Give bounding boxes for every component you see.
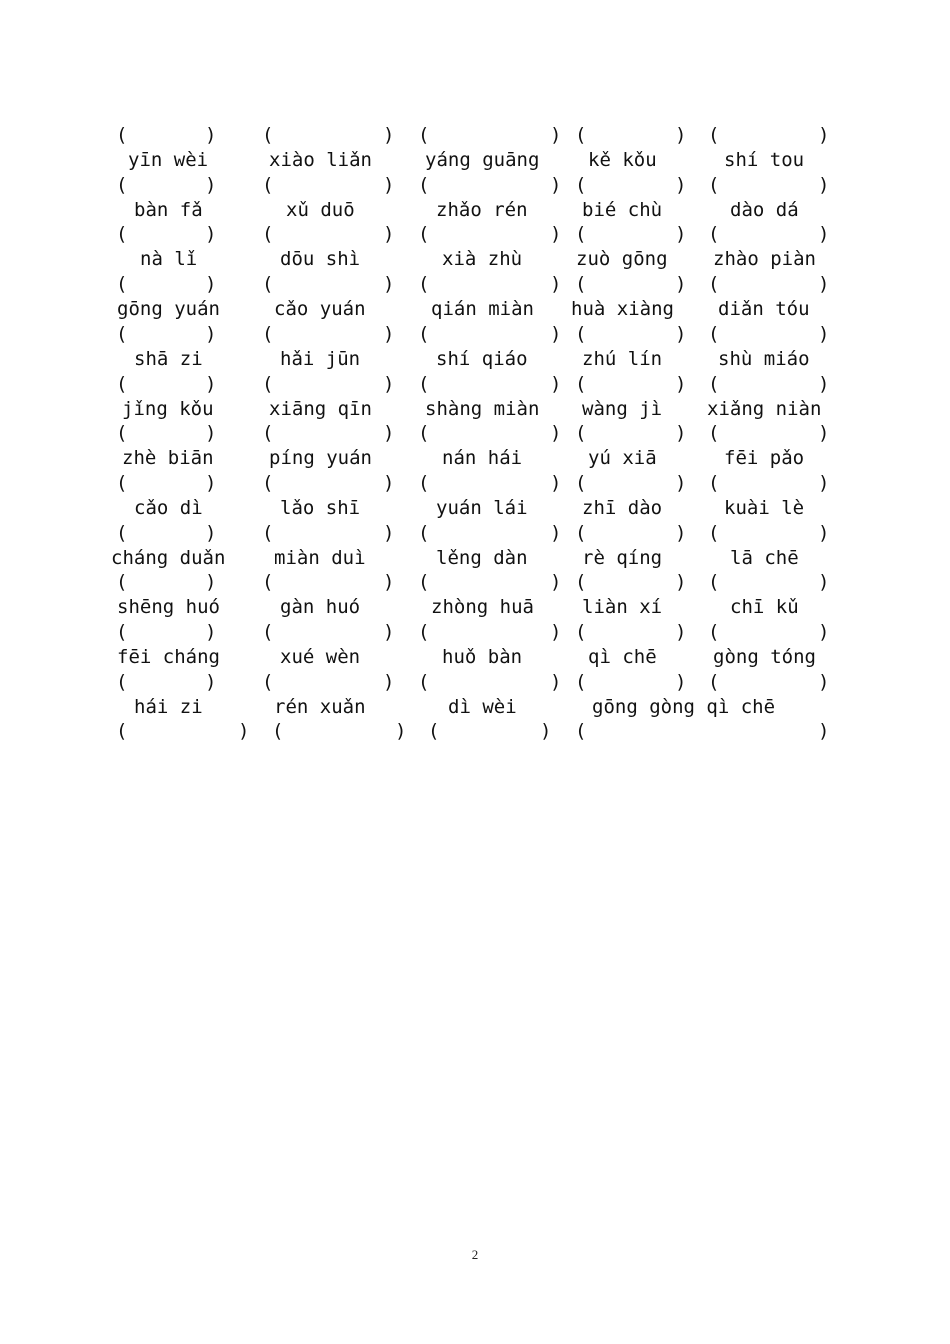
open-bracket: (: [418, 422, 430, 444]
close-bracket: ): [818, 422, 830, 444]
pinyin-word: gōng gòng qì chē: [592, 696, 776, 718]
pinyin-word: cǎo yuán: [274, 298, 366, 320]
open-bracket: (: [116, 124, 128, 146]
answer-bracket-row: [0, 720, 950, 744]
close-bracket: ): [550, 124, 562, 146]
open-bracket: (: [708, 273, 720, 295]
close-bracket: ): [675, 124, 687, 146]
open-bracket: (: [418, 571, 430, 593]
pinyin-word: kě kǒu: [588, 149, 657, 171]
open-bracket: (: [708, 621, 720, 643]
answer-bracket-row: [0, 223, 950, 247]
close-bracket: ): [550, 174, 562, 196]
pinyin-word: lā chē: [730, 547, 799, 569]
open-bracket: (: [116, 174, 128, 196]
pinyin-word: gòng tóng: [713, 646, 816, 668]
open-bracket: (: [418, 621, 430, 643]
open-bracket: (: [262, 124, 274, 146]
close-bracket: ): [675, 273, 687, 295]
pinyin-word: chī kǔ: [730, 596, 799, 618]
close-bracket: ): [205, 373, 217, 395]
pinyin-word: bié chù: [582, 199, 663, 221]
close-bracket: ): [818, 323, 830, 345]
pinyin-row: [0, 447, 950, 471]
close-bracket: ): [675, 621, 687, 643]
open-bracket: (: [116, 571, 128, 593]
pinyin-row: [0, 646, 950, 670]
open-bracket: (: [575, 373, 587, 395]
close-bracket: ): [205, 422, 217, 444]
open-bracket: (: [575, 472, 587, 494]
close-bracket: ): [550, 671, 562, 693]
pinyin-word: gōng yuán: [117, 298, 220, 320]
close-bracket: ): [675, 373, 687, 395]
open-bracket: (: [418, 522, 430, 544]
pinyin-word: yú xiā: [588, 447, 657, 469]
pinyin-word: nán hái: [442, 447, 523, 469]
pinyin-word: diǎn tóu: [718, 298, 810, 320]
pinyin-word: lǎo shī: [280, 497, 361, 519]
answer-bracket-row: [0, 323, 950, 347]
open-bracket: (: [575, 671, 587, 693]
open-bracket: (: [418, 323, 430, 345]
close-bracket: ): [205, 671, 217, 693]
pinyin-row: [0, 149, 950, 173]
close-bracket: ): [383, 223, 395, 245]
open-bracket: (: [116, 720, 128, 742]
page-number: 2: [471, 1247, 479, 1262]
close-bracket: ): [383, 671, 395, 693]
open-bracket: (: [708, 373, 720, 395]
close-bracket: ): [383, 124, 395, 146]
answer-bracket-row: [0, 174, 950, 198]
open-bracket: (: [418, 273, 430, 295]
pinyin-word: dōu shì: [280, 248, 361, 270]
pinyin-row: [0, 696, 950, 720]
close-bracket: ): [383, 373, 395, 395]
pinyin-word: shí tou: [724, 149, 805, 171]
close-bracket: ): [205, 273, 217, 295]
open-bracket: (: [116, 621, 128, 643]
answer-bracket-row: [0, 571, 950, 595]
close-bracket: ): [675, 472, 687, 494]
close-bracket: ): [675, 422, 687, 444]
open-bracket: (: [575, 422, 587, 444]
pinyin-word: hái zi: [134, 696, 203, 718]
close-bracket: ): [383, 522, 395, 544]
close-bracket: ): [550, 373, 562, 395]
close-bracket: ): [383, 571, 395, 593]
pinyin-word: xǔ duō: [286, 199, 355, 221]
pinyin-word: shēng huó: [117, 596, 220, 618]
open-bracket: (: [575, 124, 587, 146]
pinyin-word: hǎi jūn: [280, 348, 361, 370]
close-bracket: ): [550, 522, 562, 544]
close-bracket: ): [383, 323, 395, 345]
open-bracket: (: [708, 323, 720, 345]
pinyin-word: lěng dàn: [436, 547, 528, 569]
close-bracket: ): [205, 472, 217, 494]
pinyin-word: yuán lái: [436, 497, 528, 519]
pinyin-word: huǒ bàn: [442, 646, 523, 668]
pinyin-word: zhī dào: [582, 497, 663, 519]
close-bracket: ): [550, 323, 562, 345]
open-bracket: (: [708, 422, 720, 444]
close-bracket: ): [383, 422, 395, 444]
pinyin-word: xué wèn: [280, 646, 361, 668]
close-bracket: ): [550, 273, 562, 295]
open-bracket: (: [575, 522, 587, 544]
pinyin-word: gàn huó: [280, 596, 361, 618]
pinyin-word: rè qíng: [582, 547, 663, 569]
pinyin-word: zhè biān: [122, 447, 214, 469]
pinyin-word: qián miàn: [431, 298, 534, 320]
pinyin-row: [0, 596, 950, 620]
close-bracket: ): [238, 720, 250, 742]
open-bracket: (: [272, 720, 284, 742]
open-bracket: (: [262, 373, 274, 395]
open-bracket: (: [418, 124, 430, 146]
pinyin-row: [0, 547, 950, 571]
open-bracket: (: [262, 671, 274, 693]
open-bracket: (: [575, 571, 587, 593]
close-bracket: ): [395, 720, 407, 742]
pinyin-word: xiǎng niàn: [707, 398, 822, 420]
open-bracket: (: [575, 273, 587, 295]
pinyin-word: jǐng kǒu: [122, 398, 214, 420]
open-bracket: (: [262, 522, 274, 544]
answer-bracket-row: [0, 621, 950, 645]
open-bracket: (: [575, 323, 587, 345]
open-bracket: (: [575, 174, 587, 196]
open-bracket: (: [708, 223, 720, 245]
pinyin-word: wàng jì: [582, 398, 663, 420]
pinyin-word: zhú lín: [582, 348, 663, 370]
pinyin-word: dì wèi: [448, 696, 517, 718]
close-bracket: ): [383, 273, 395, 295]
close-bracket: ): [205, 522, 217, 544]
close-bracket: ): [550, 472, 562, 494]
pinyin-word: cǎo dì: [134, 497, 203, 519]
pinyin-word: cháng duǎn: [111, 547, 226, 569]
open-bracket: (: [116, 323, 128, 345]
close-bracket: ): [383, 174, 395, 196]
pinyin-word: yīn wèi: [128, 149, 209, 171]
open-bracket: (: [262, 621, 274, 643]
open-bracket: (: [116, 472, 128, 494]
open-bracket: (: [418, 671, 430, 693]
pinyin-word: xiāng qīn: [269, 398, 372, 420]
open-bracket: (: [262, 223, 274, 245]
open-bracket: (: [575, 720, 587, 742]
close-bracket: ): [205, 223, 217, 245]
close-bracket: ): [550, 223, 562, 245]
open-bracket: (: [116, 522, 128, 544]
pinyin-word: shàng miàn: [425, 398, 540, 420]
pinyin-word: miàn duì: [274, 547, 366, 569]
close-bracket: ): [675, 323, 687, 345]
open-bracket: (: [116, 223, 128, 245]
pinyin-word: kuài lè: [724, 497, 805, 519]
close-bracket: ): [818, 522, 830, 544]
close-bracket: ): [818, 124, 830, 146]
open-bracket: (: [708, 124, 720, 146]
open-bracket: (: [262, 174, 274, 196]
pinyin-word: rén xuǎn: [274, 696, 366, 718]
answer-bracket-row: [0, 273, 950, 297]
pinyin-word: fēi pǎo: [724, 447, 805, 469]
open-bracket: (: [116, 373, 128, 395]
pinyin-word: zhào piàn: [713, 248, 816, 270]
pinyin-row: [0, 348, 950, 372]
pinyin-row: [0, 298, 950, 322]
answer-bracket-row: [0, 124, 950, 148]
open-bracket: (: [116, 671, 128, 693]
close-bracket: ): [675, 571, 687, 593]
answer-bracket-row: [0, 522, 950, 546]
close-bracket: ): [383, 621, 395, 643]
pinyin-row: [0, 199, 950, 223]
answer-bracket-row: [0, 671, 950, 695]
close-bracket: ): [675, 223, 687, 245]
open-bracket: (: [418, 373, 430, 395]
open-bracket: (: [262, 422, 274, 444]
close-bracket: ): [818, 571, 830, 593]
open-bracket: (: [575, 223, 587, 245]
pinyin-word: liàn xí: [582, 596, 663, 618]
open-bracket: (: [262, 472, 274, 494]
open-bracket: (: [262, 323, 274, 345]
pinyin-word: zhǎo rén: [436, 199, 528, 221]
open-bracket: (: [428, 720, 440, 742]
open-bracket: (: [262, 571, 274, 593]
open-bracket: (: [708, 522, 720, 544]
close-bracket: ): [550, 621, 562, 643]
close-bracket: ): [675, 522, 687, 544]
close-bracket: ): [675, 671, 687, 693]
pinyin-word: shù miáo: [718, 348, 810, 370]
pinyin-word: xiào liǎn: [269, 149, 372, 171]
pinyin-word: fēi cháng: [117, 646, 220, 668]
pinyin-row: [0, 497, 950, 521]
pinyin-word: nà lǐ: [140, 248, 198, 270]
answer-bracket-row: [0, 472, 950, 496]
close-bracket: ): [675, 174, 687, 196]
open-bracket: (: [708, 174, 720, 196]
open-bracket: (: [575, 621, 587, 643]
close-bracket: ): [550, 571, 562, 593]
close-bracket: ): [205, 621, 217, 643]
pinyin-word: xià zhù: [442, 248, 523, 270]
pinyin-word: qì chē: [588, 646, 657, 668]
open-bracket: (: [418, 174, 430, 196]
close-bracket: ): [550, 422, 562, 444]
pinyin-word: bàn fǎ: [134, 199, 203, 221]
open-bracket: (: [708, 571, 720, 593]
pinyin-word: shā zi: [134, 348, 203, 370]
close-bracket: ): [383, 472, 395, 494]
pinyin-word: píng yuán: [269, 447, 372, 469]
close-bracket: ): [818, 223, 830, 245]
pinyin-word: zuò gōng: [576, 248, 668, 270]
answer-bracket-row: [0, 422, 950, 446]
pinyin-row: [0, 248, 950, 272]
close-bracket: ): [818, 174, 830, 196]
close-bracket: ): [205, 124, 217, 146]
open-bracket: (: [116, 422, 128, 444]
open-bracket: (: [116, 273, 128, 295]
pinyin-word: yáng guāng: [425, 149, 540, 171]
close-bracket: ): [818, 621, 830, 643]
pinyin-word: dào dá: [730, 199, 799, 221]
close-bracket: ): [818, 720, 830, 742]
open-bracket: (: [418, 223, 430, 245]
close-bracket: ): [818, 671, 830, 693]
close-bracket: ): [205, 174, 217, 196]
pinyin-row: [0, 398, 950, 422]
close-bracket: ): [540, 720, 552, 742]
pinyin-word: huà xiàng: [571, 298, 674, 320]
close-bracket: ): [818, 273, 830, 295]
close-bracket: ): [818, 472, 830, 494]
open-bracket: (: [262, 273, 274, 295]
close-bracket: ): [818, 373, 830, 395]
close-bracket: ): [205, 323, 217, 345]
pinyin-word: shí qiáo: [436, 348, 528, 370]
open-bracket: (: [708, 472, 720, 494]
pinyin-word: zhòng huā: [431, 596, 534, 618]
close-bracket: ): [205, 571, 217, 593]
open-bracket: (: [418, 472, 430, 494]
answer-bracket-row: [0, 373, 950, 397]
open-bracket: (: [708, 671, 720, 693]
